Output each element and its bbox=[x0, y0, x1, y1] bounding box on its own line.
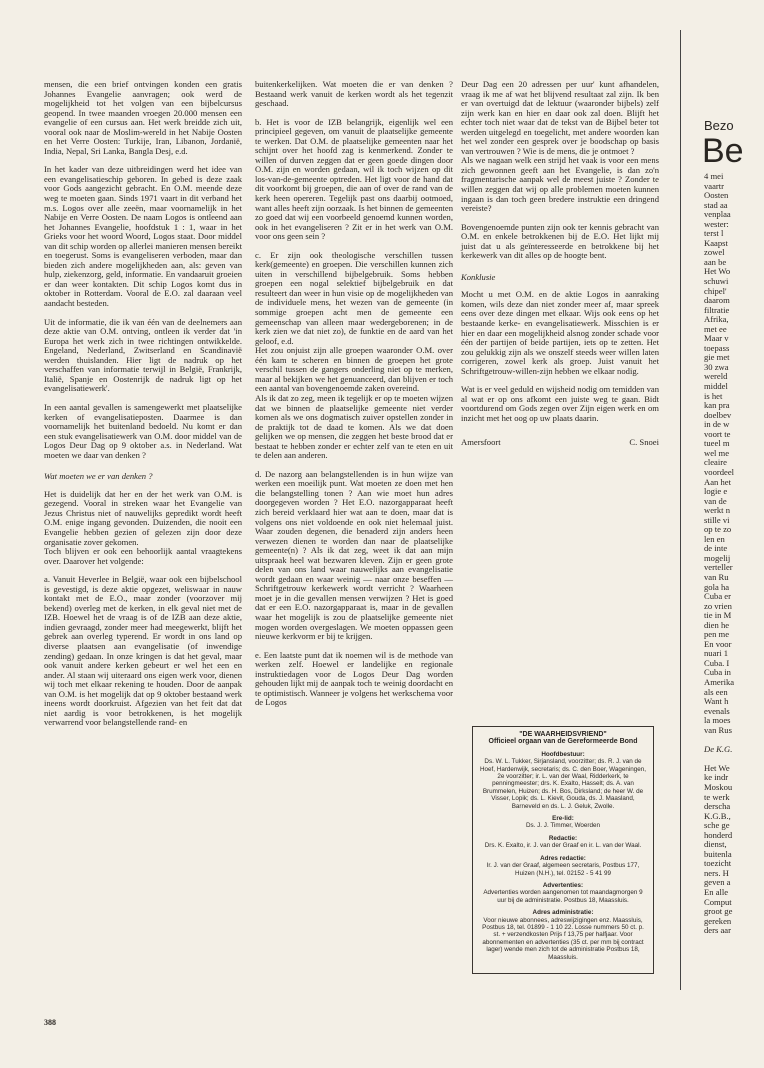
strip-line: werkt n bbox=[704, 505, 731, 516]
ads-heading: Advertenties: bbox=[542, 881, 584, 889]
strip-line: stille vi bbox=[704, 514, 730, 525]
strip-line: Moskou bbox=[704, 782, 733, 792]
strip-line: Oosten bbox=[704, 190, 729, 201]
strip-line: in de w bbox=[704, 419, 730, 430]
paragraph: In het kader van deze uitbreidingen werd het idee van een evangelisatieschip geboren. In gebed is deze zaak voor Gods aangezicht gebracht. En O.M. meende deze weg te moeten gaan. Sinds 1971 vaart in dit verband het m.s. Logos over alle zeeën, maar voornamelijk in het Nabije en Verre Oosten. De naam Logos is ontleend aan het Johannes Evangelie, hoofdstuk 1 : 1, waar in het Grieks voor het woord Woord, Logos staat. Door middel van dit schip worden op allerlei manieren mensen bereikt en toegerust. Soms is evangeliseren verboden, maar dan bieden zich andere mogelijkheden aan, als: geven van hulp, ziekenzorg, geld, informatie. En vandaaruit groeien er dan weer kontakten. Dit schip Logos komt dus in oktober in Rotterdam. Vooral de E.O. zal daaraan veel aandacht besteden. bbox=[44, 164, 242, 309]
strip-line: 30 zwa bbox=[704, 361, 729, 372]
strip-line: Cuba. I bbox=[704, 657, 730, 668]
paragraph: Wat is er veel geduld en wijsheid nodig om temidden van al wat er op ons afkomt een juiste weg te gaan. Bidt voortdurend om Gods zegen over Zijn eigen werk en om inzicht met het oog op uw plaats daarin. bbox=[461, 384, 659, 423]
paragraph: d. De nazorg aan belangstellenden is in hun wijze van werken een moeilijk punt. Wat moeten ze doen met hen die belangstelling tonen ? Aan wie moet hun adres doorgegeven worden ? Het E.O. nazorgapparaat heeft zich bereid verklaard hier wat aan te doen, maar dat is volgens ons niet voldoende en ook niet helemaal juist. Waar zouden degenen, die benaderd zijn anders heen verwezen dienen te worden dan naar de plaatselijke gemeente(n) ? Als ik dat zeg, weet ik dat aan mijn uitspraak heel wat bezwaren kleven. Zijn er geen grote delen van ons land waar nauwelijks aan evangelisatie wordt gedaan en waar weinig — naar onze beseffen — Schriftgetrouw kerkewerk wordt verricht ? Waarheen moet je in die gevallen mensen verwijzen ? Het is goed dat er een E.O. nazorgapparaat is, maar in de gevallen waar het mogelijk is zou de plaatselijke gemeente niet mogen worden overgeslagen. We moeten oppassen geen nieuwe kerkvorm er bij te krijgen. bbox=[255, 468, 453, 642]
strip-line: ders aar bbox=[704, 925, 731, 936]
strip-line: van Rus bbox=[704, 724, 732, 735]
strip-line: Afrika, bbox=[704, 314, 729, 325]
strip-line: venplaa bbox=[704, 209, 731, 220]
strip-line: wel me bbox=[704, 447, 730, 458]
strip-line: ners. H bbox=[704, 867, 729, 878]
paragraph: buitenkerkelijken. Wat moeten die er van denken ? Bestaand werk vanuit de kerken wordt als het tegenzit geschaad. bbox=[255, 79, 453, 109]
strip-line: middel bbox=[704, 381, 728, 392]
paragraph: a. Vanuit Heverlee in België, waar ook een bijbelschool is gevestigd, is deze aktie opgezet, weliswaar in nauw kontakt met de E.O., maar zonder (voorzover mij bekend) overleg met de kerken, in elk geval niet met de IZB. Hoewel het de vraag is of de IZB aan deze aktie, indien gevraagd, zonder meer had meegewerkt, blijft het gebrek aan overleg typerend. Er wordt in ons land op diverse plaatsen aan evangelisatie (of inwendige zending) gedaan. In onze kringen is dat het geval, maar ook vanuit andere kerken gebeurt er wel het een en ander. Al staan wij uiteraard ons eigen werk voor, dienen wij toch met elkaar rekening te houden. Door de aanpak van O.M. is het mogelijk dat op 9 oktober bestaand werk ineens wordt doorkruist. Afgezien van het feit dat dat niet aardig is voor betrokkenen, is het mogelijk verwarrend voor belangstellende rand- en bbox=[44, 574, 242, 728]
address-heading: Adres redactie: bbox=[540, 854, 586, 862]
strip-line: voort te bbox=[704, 428, 731, 439]
strip-line: stad aa bbox=[704, 199, 728, 210]
strip-line: Het Wo bbox=[704, 266, 731, 277]
paragraph: Als ik dat zo zeg, meen ik tegelijk er op te moeten wijzen dat we binnen de plaatselijke gemeente niet verder komen als we ons dogmatisch zuiver opstellen zonder in de praktijk tot de daad te komen. Als we dat doen gelijken we op mensen, die zeggen het beste brood dat er bestaat te hebben zonder er echter zelf van te eten en uit te delen aan anderen. bbox=[255, 392, 453, 461]
strip-line: daarom bbox=[704, 295, 730, 306]
strip-line: toezicht bbox=[704, 858, 732, 869]
strip-line: chipel' bbox=[704, 285, 727, 296]
strip-line: is het bbox=[704, 390, 723, 401]
strip-line: evenals bbox=[704, 705, 730, 716]
paragraph: Uit de informatie, die ik van één van de deelnemers aan deze aktie van O.M. ontving, ontleen ik verder dat 'in Europa het werk zich in twee richtingen ontwikkelde. Engeland, Nederland, Zwitserland en Scandinavië werden thuislanden. Hier ligt de nadruk op het verschaffen van informatie terwijl in België, Frankrijk, Italië, Spanje en Oostenrijk de nadruk ligt op het evangelisatiewerk'. bbox=[44, 316, 242, 394]
colophon-box bbox=[472, 726, 654, 974]
strip-line: te werk bbox=[704, 791, 730, 802]
colophon-subtitle: Officieel orgaan van de Gereformeerde Bond bbox=[488, 738, 638, 746]
strip-line: schuwi bbox=[704, 276, 729, 287]
strip-line: op te zo bbox=[704, 524, 732, 535]
honor-text: Ds. J. J. Timmer, Woerden bbox=[525, 822, 601, 830]
paragraph: Bovengenoemde punten zijn ook ter kennis gebracht van O.M. en enkele betrokkenen bij de E.O. Het lijkt mij juist dat u als geïnteresseerde en betrokkene bij het kerkewerk van dit alles op de hoogte bent. bbox=[461, 221, 659, 261]
strip-line: la moes bbox=[704, 715, 731, 726]
strip-line: gereken bbox=[704, 915, 732, 926]
strip-line: toepass bbox=[704, 342, 730, 353]
strip-line: K.G.B., bbox=[704, 810, 731, 821]
column-3 bbox=[461, 80, 659, 447]
strip-line: Aan het bbox=[704, 476, 731, 487]
strip-line: verteller bbox=[704, 562, 733, 573]
strip-line: groot ge bbox=[704, 906, 733, 917]
strip-line: doelbev bbox=[704, 409, 732, 420]
strip-line: pen me bbox=[704, 629, 730, 640]
strip-line: gie met bbox=[704, 352, 730, 363]
strip-line: nuari 1 bbox=[704, 648, 729, 659]
strip-text-lines bbox=[704, 172, 764, 936]
strip-line: buitenla bbox=[704, 848, 732, 859]
strip-line: De K.G. bbox=[704, 743, 733, 754]
paragraph: In een aantal gevallen is samengewerkt met plaatselijke kerken of evangelisatieposten. Daarmee is dan voornamelijk het buitenland bedoeld. Nu komt er dan een stuk evangelisatiewerk van O.M. door middel van de Logos Deur Dag op 9 oktober a.s. in Nederland. Wat moeten we daar van denken ? bbox=[44, 401, 242, 460]
paragraph: Het is duidelijk dat her en der het werk van O.M. is gezegend. Vooral in streken waar het Evangelie van Jezus Christus niet of nauwelijks gepredikt wordt heeft O.M. enige ingang gevonden. Duizenden, die nooit een Evangelie hebben gezien of gelezen zijn door deze organisatie zover gekomen. bbox=[44, 488, 242, 547]
strip-line: als een bbox=[704, 686, 728, 697]
place-name: Amersfoort bbox=[461, 436, 501, 447]
strip-line: cleaire bbox=[704, 457, 727, 468]
strip-line: kan pra bbox=[704, 400, 730, 411]
strip-line: geven a bbox=[704, 877, 731, 888]
paragraph: Het zou onjuist zijn alle groepen waaronder O.M. over één kam te scheren en binnen de groepen het grote verschil tussen de gangers onderling niet op te merken, maar al bekijken we het genuanceerd, dan blijven er toch een aantal van bovengenoemde zaken overeind. bbox=[255, 345, 453, 394]
strip-line: terst l bbox=[704, 228, 724, 239]
strip-line: sche ge bbox=[704, 820, 730, 831]
strip-line: dien he bbox=[704, 619, 730, 630]
editors-text: Drs. K. Exalto, ir. J. van der Graaf en ir. L. van der Waal. bbox=[484, 842, 642, 850]
admin-text: Voor nieuwe abonnees, adreswijzigingen enz. Maassluis, Postbus 18, tel. 01899 - 1 10 22. Losse nummers 50 ct. p. st. + verzendkosten Prijs f 13,75 per halfjaar. Voor abonnementen en advertenties (35 ct. per mm bij contract lager) wende men zich tot de administratie Postbus 18, Maassluis. bbox=[482, 916, 644, 961]
strip-line: wester: bbox=[704, 218, 729, 229]
strip-line: wereld bbox=[704, 371, 728, 382]
strip-line: Cuba er bbox=[704, 591, 731, 602]
strip-line: filtratie bbox=[704, 304, 730, 315]
strip-line: voordeel bbox=[704, 466, 735, 477]
strip-line: van Ru bbox=[704, 571, 729, 582]
strip-line: 4 mei bbox=[704, 171, 724, 181]
strip-line: dienst, bbox=[704, 839, 727, 850]
strip-line: Het We bbox=[704, 762, 730, 773]
colophon-title: "DE WAARHEIDSVRIEND" bbox=[519, 731, 607, 738]
paragraph: mensen, die een brief ontvingen konden een gratis Johannes Evangelie aanvragen; ook werd de mogelijkheid tot het volgen van een bijbelcursus geopend. In twee maanden vroegen 20.000 mensen een evangelie of een cursus aan. Het werk breidde zich uit, vooral ook naar de Moslim-wereld in het Nabije Oosten en het Verre Oosten: Turkije, Iran, Libanon, Jordanië, India, Nepal, Sri Lanka, Bangla Desj, e.d. bbox=[44, 79, 242, 156]
signature-line bbox=[461, 438, 659, 448]
paragraph: Mocht u met O.M. en de aktie Logos in aanraking komen, wils deze dan niet zonder meer af, maar spreek eens over deze dingen met elkaar. Wijs ook eens op het bestaande kerke- en evangelisatiewerk. Misschien is er hier en daar een mogelijkheid alsnog zonder schade voor één der partijen of beide partijen, iets op te zetten. Het zou gelukkig zijn als we onszelf steeds weer willen laten corrigeren, zowel kerk als groep. Juist vanuit het Schriftgetrouw-willen-zijn hebben we elkaar nodig. bbox=[461, 289, 659, 376]
section-heading: Konklusie bbox=[461, 271, 496, 282]
strip-line: vaartr bbox=[704, 180, 725, 191]
strip-line: Comput bbox=[704, 896, 732, 907]
honor-heading: Ere-lid: bbox=[552, 815, 574, 823]
paragraph: b. Het is voor de IZB belangrijk, eigenlijk wel een principieel gegeven, om vanuit de plaatselijke gemeente te werken. Dat O.M. de plaatselijke gemeenten naar het schijnt over het hoofd zag is kenmerkend. Zonder te willen of durven zeggen dat er geen goede dingen door O.M. zijn en worden gedaan, wil ik toch wijzen op dit los-van-de-gemeente optreden. Het ligt voor de hand dat dit voorkomt bij groepen, die aan of over de rand van de kerk heen opereren. Tegelijk past ons daarbij ootmoed, want alles heeft zijn oorzaak. Is het binnen de gemeenten zo goed dat wij een voorbeeld genoemd kunnen worden, ook in het evangeliseren ? Zit er in het werk van O.M. voor ons geen sein ? bbox=[255, 116, 453, 242]
paragraph: Als we nagaan welk een strijd het vaak is voor een mens zich gewonnen geeft aan het Evangelie, is dan zo'n fragmentarische aanpak wel de meest juiste ? Zonder te willen zeggen dat wij op alle problemen moeten kunnen ingaan is dan toch geen bredere instruktie een dringend vereiste? bbox=[461, 155, 659, 214]
section-heading: Wat moeten we er van denken ? bbox=[44, 471, 153, 482]
paragraph: e. Een laatste punt dat ik noemen wil is de methode van werken zelf. Hoewel er landelijke en regionale instruktiedagen voor de Logos Deur Dag worden gehouden lijkt mij de aanpak toch te weinig doordacht en te optimistisch. Wanneer je volgens het werkschema voor de Logos bbox=[255, 649, 453, 708]
strip-line: zo vrien bbox=[704, 600, 732, 611]
strip-line: Amerika bbox=[704, 676, 735, 687]
strip-big-title: Be bbox=[702, 132, 744, 170]
admin-heading: Adres administratie: bbox=[532, 909, 594, 917]
strip-line: gola ha bbox=[704, 581, 730, 592]
strip-line: En alle bbox=[704, 887, 729, 898]
board-heading: Hoofdbestuur: bbox=[541, 750, 585, 758]
strip-line: Maar v bbox=[704, 333, 729, 344]
strip-line: van de bbox=[704, 495, 727, 506]
strip-line: zowel bbox=[704, 247, 725, 258]
strip-line: aan be bbox=[704, 256, 727, 267]
strip-line: len en bbox=[704, 533, 725, 544]
strip-line: mogelij bbox=[704, 552, 731, 563]
page-number: 388 bbox=[44, 1018, 56, 1027]
address-text: Ir. J. van der Graaf, algemeen secretaris, Postbus 177, Huizen (N.H.), tel. 02152 - 5 41 99 bbox=[486, 862, 640, 877]
column-divider bbox=[680, 30, 681, 990]
strip-line: Kaapst bbox=[704, 237, 728, 248]
strip-line: ke indr bbox=[704, 772, 729, 783]
strip-line: derscha bbox=[704, 801, 731, 812]
paragraph: c. Er zijn ook theologische verschillen tussen kerk(gemeente) en groepen. Die verschillen kunnen zich uiten in verschillend bijbelgebruik. Soms hebben groepen een nogal selektief bijbelgebruik en dat resulteert dan weer in hun visie op de mogelijkheden van de individuele mens, het wezen van de gemeente (in sommige groepen acht men de gemeente een gemeenschap van alleen maar wedergeborenen; in de kerk zien we dat niet zo), de funktie en de aard van het geloof, e.d. bbox=[255, 249, 453, 346]
author-name: C. Snoei bbox=[629, 436, 659, 447]
editors-heading: Redactie: bbox=[548, 834, 578, 842]
column-1 bbox=[44, 80, 242, 737]
strip-line: Cuba in bbox=[704, 667, 731, 678]
strip-line: honderd bbox=[704, 829, 733, 840]
next-page-strip bbox=[700, 0, 744, 1068]
paragraph: Deur Dag een 20 adressen per uur' kunt afhandelen, vraag ik me af wat het blijvend resultaat zal zijn. Ik ben er van overtuigd dat de lektuur (waaronder bijbels) zelf zijn werk kan en hier en daar ook zal doen. Blijft het echter toch niet waar dat de tekst van de Bijbel beter tot werden uitgelegd en toegelicht, met andere woorden kan het wel zonder een gesprek over je boodschap op basis van vertrouwen ? Wie is de mens, die je ontmoet ? bbox=[461, 79, 659, 156]
paragraph: Toch blijven er ook een behoorlijk aantal vraagtekens over. Daarover het volgende: bbox=[44, 546, 242, 566]
strip-line: met ee bbox=[704, 323, 727, 334]
strip-line: En voor bbox=[704, 638, 732, 649]
strip-line: logie e bbox=[704, 486, 728, 497]
strip-line: de inte bbox=[704, 543, 728, 554]
board-text: Ds. W. L. Tukker, Sirjansland, voorzitter; ds. R. J. van de Hoef, Hardenwijk, secretaris; ds. C. den Boer, Wageningen, 2e voorzitter; ir. L. van der Waal, Ridderkerk, te penningmeester; drs. K. Exalto, Hasselt; ds. A. van Brummelen, Huizen; ds. H. Bos, Dirksland; de heer W. de Visser, Lopik; ds. L. Kievit, Gouda, ds. J. Maasland, Barneveld en ds. L. J. Geluk, Zwolle. bbox=[479, 758, 646, 810]
strip-line: Want h bbox=[704, 696, 729, 707]
strip-line: tueel m bbox=[704, 438, 730, 449]
strip-heading: Bezo bbox=[704, 118, 734, 133]
column-2 bbox=[255, 80, 453, 717]
ads-text: Advertenties worden aangenomen tot maandagmorgen 9 uur bij de administratie. Postbus 18, Maassluis. bbox=[483, 889, 643, 904]
strip-line: tie in M bbox=[704, 610, 732, 621]
